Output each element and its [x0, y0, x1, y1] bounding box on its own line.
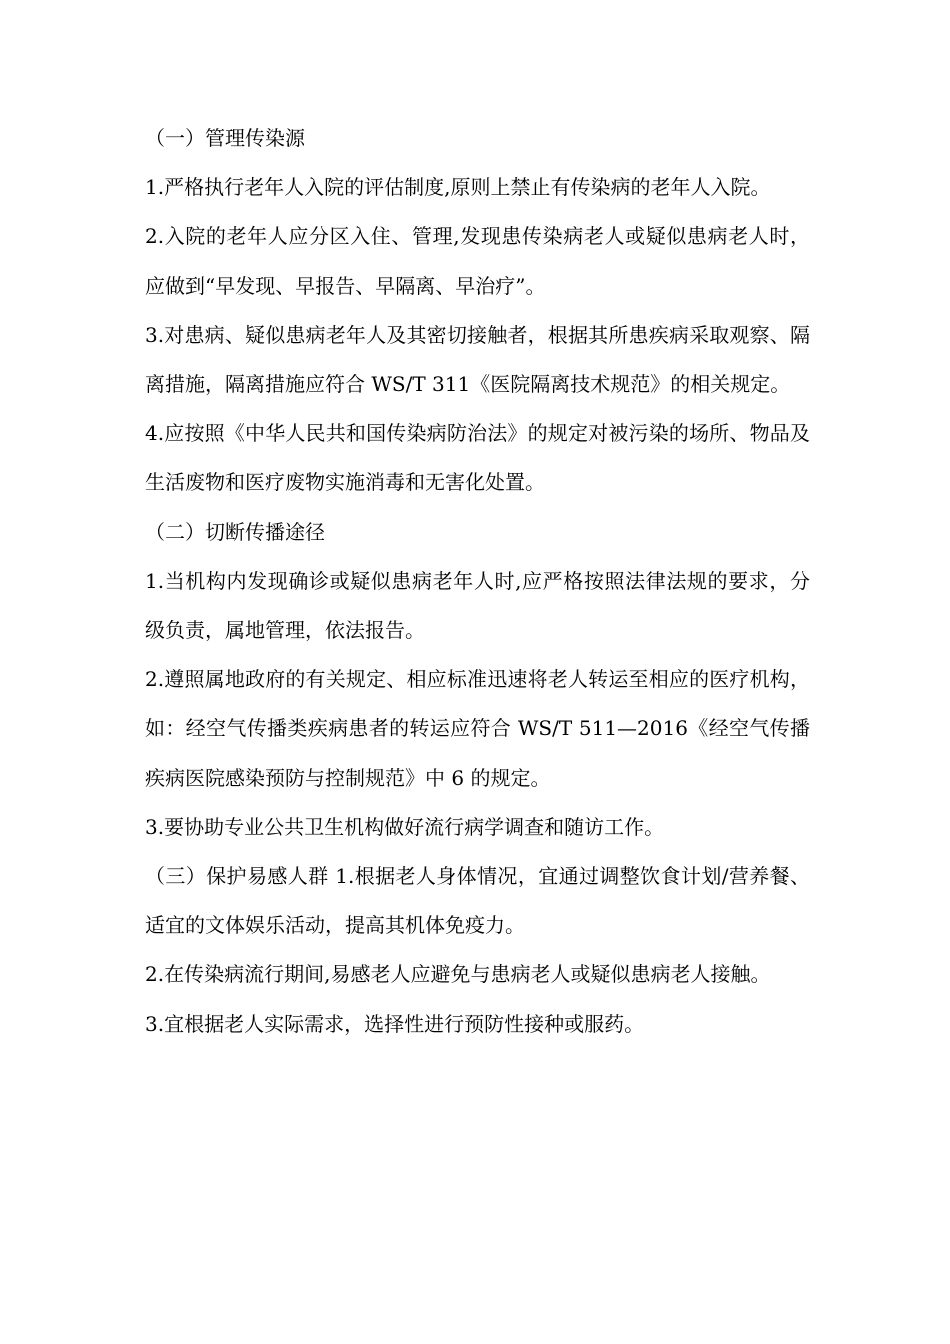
section-2-item-1: 1.当机构内发现确诊或疑似患病老年人时,应严格按照法律法规的要求，分级负责，属地管理，依法报告。	[145, 568, 810, 643]
section-3-item-2: 2.在传染病流行期间,易感老人应避免与患病老人或疑似患病老人接触。	[145, 962, 771, 987]
section-2-item-3: 3.要协助专业公共卫生机构做好流行病学调查和随访工作。	[145, 814, 665, 839]
document-body	[145, 114, 810, 1049]
section-3-first-paragraph	[145, 852, 810, 950]
section-1-item-4: 4.应按照《中华人民共和国传染病防治法》的规定对被污染的场所、物品及生活废物和医疗废物实施消毒和无害化处置。	[145, 421, 810, 495]
section-3-heading: （三）保护易感人群	[145, 864, 329, 889]
section-1-item-1: 1.严格执行老年人入院的评估制度,原则上禁止有传染病的老年人入院。	[145, 175, 771, 200]
section-1-item-3: 3.对患病、疑似患病老年人及其密切接触者，根据其所患疾病采取观察、隔离措施，隔离措施应符合 WS/T 311《医院隔离技术规范》的相关规定。	[145, 322, 810, 397]
section-2-heading: （二）切断传播途径	[145, 519, 325, 544]
section-2-item-2: 2.遵照属地政府的有关规定、相应标准迅速将老人转运至相应的医疗机构，如：经空气传播类疾病患者的转运应符合 WS/T 511—2016《经空气传播疾病医院感染预防与控制规范》中 6 的规定。	[145, 667, 810, 790]
section-1-item-2: 2.入院的老年人应分区入住、管理,发现患传染病老人或疑似患病老人时，应做到“早发现、早报告、早隔离、早治疗”。	[145, 224, 810, 298]
section-3-item-3: 3.宜根据老人实际需求，选择性进行预防性接种或服药。	[145, 1011, 645, 1036]
section-3-item-1: 1.根据老人身体情况，宜通过调整饮食计划/营养餐、适宜的文体娱乐活动，提高其机体免疫力。	[145, 864, 810, 938]
section-1-heading: （一）管理传染源	[145, 126, 305, 150]
